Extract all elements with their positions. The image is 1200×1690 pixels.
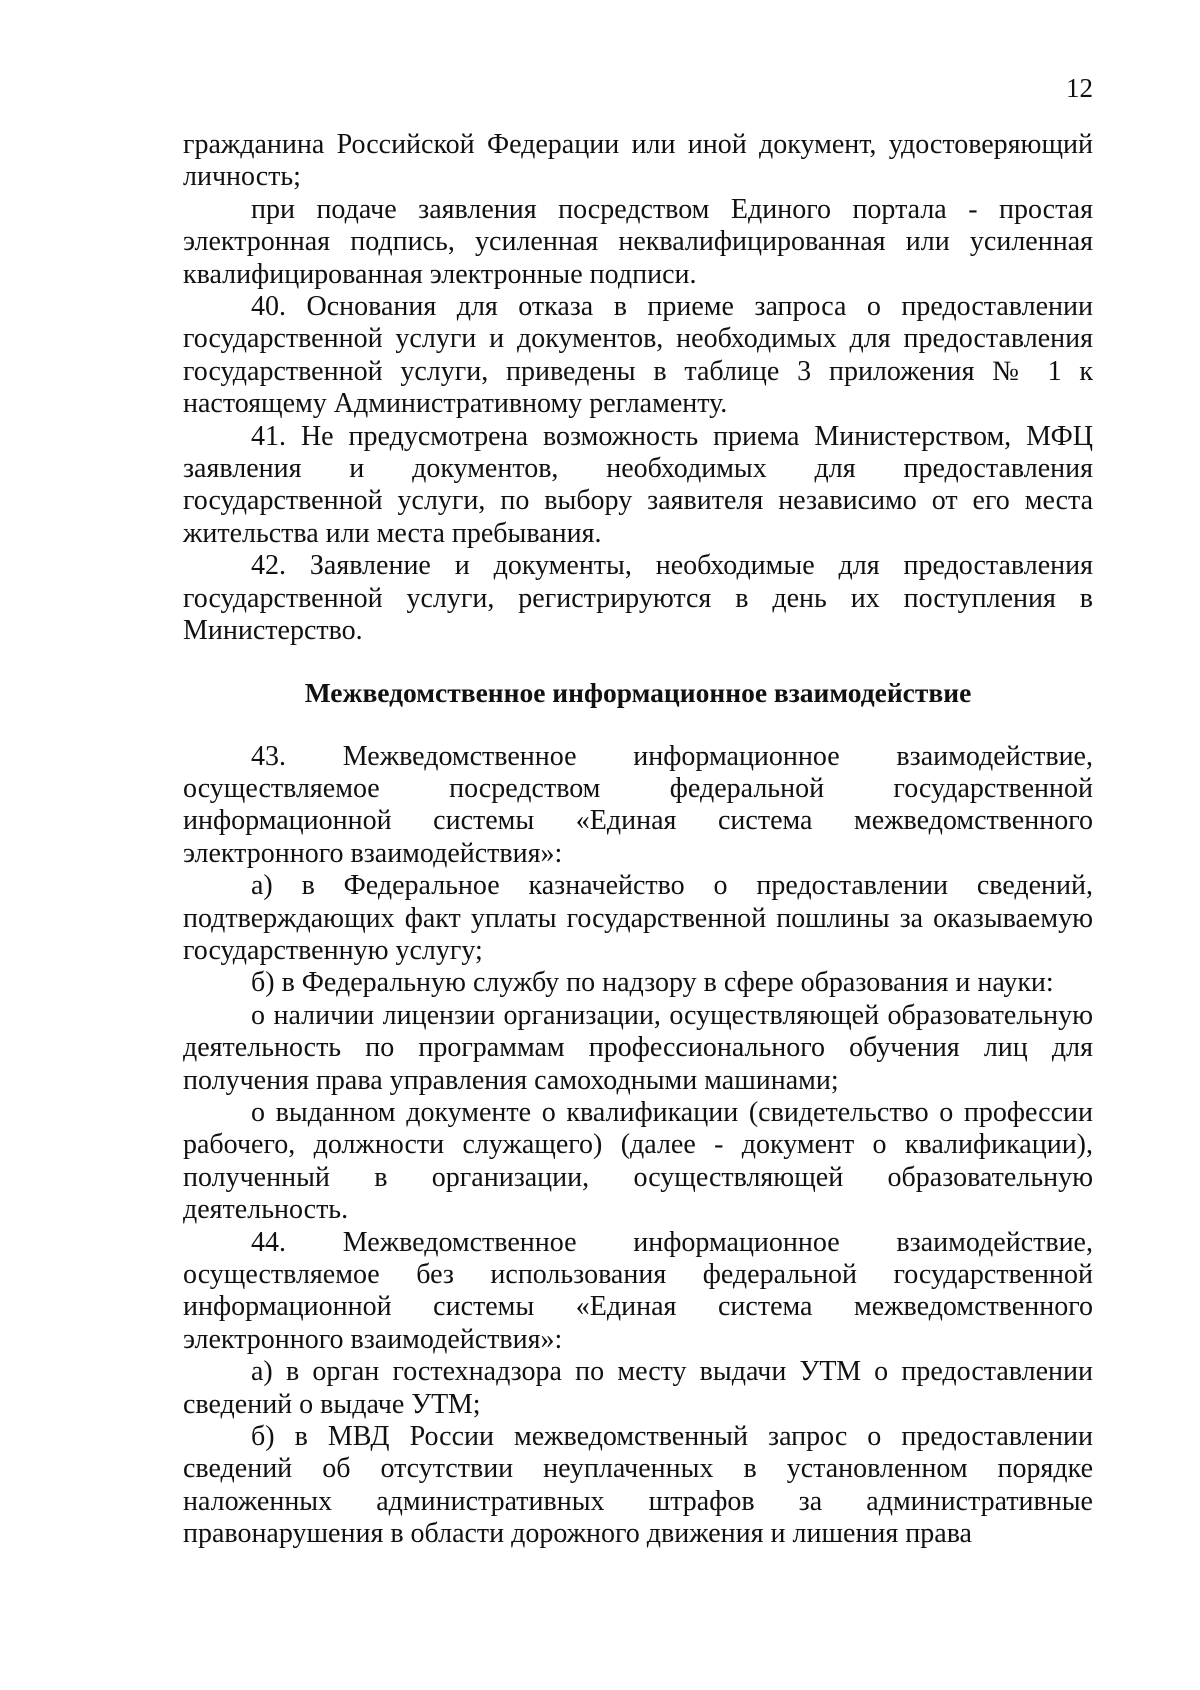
paragraph-item-40: 40. Основания для отказа в приеме запроса о предоставлении государственной услуги и документов, необходимых для предоставления государственной услуги, приведены в таблице 3 приложения № 1 к настоящему Административному регламенту.: [183, 291, 1093, 420]
paragraph: о наличии лицензии организации, осуществляющей образовательную деятельность по программам профессионального обучения лиц для получения права управления самоходными машинами;: [183, 999, 1093, 1096]
paragraph-item-42: 42. Заявление и документы, необходимые для предоставления государственной услуги, регистрируются в день их поступления в Министерство.: [183, 550, 1093, 647]
section-heading: Межведомственное информационное взаимодействие: [304, 676, 972, 708]
paragraph-item-43: 43. Межведомственное информационное взаимодействие, осуществляемое посредством федеральной государственной информационной системы «Единая система межведомственного электронного взаимодействия»:: [183, 740, 1093, 869]
paragraph-item-41: 41. Не предусмотрена возможность приема Министерством, МФЦ заявления и документов, необходимых для предоставления государственной услуги, по выбору заявителя независимо от его места жительства или места пребывания.: [183, 420, 1093, 549]
paragraph-subitem-b: б) в МВД России межведомственный запрос о предоставлении сведений об отсутствии неуплаченных в установленном порядке наложенных административных штрафов за административные правонарушения в области дорожного движения и лишения права: [183, 1421, 1093, 1550]
page-number: 12: [1066, 73, 1093, 103]
document-body: [183, 129, 1093, 1551]
paragraph: гражданина Российской Федерации или иной документ, удостоверяющий личность;: [183, 129, 1093, 193]
paragraph-item-44: 44. Межведомственное информационное взаимодействие, осуществляемое без использования федеральной государственной информационной системы «Единая система межведомственного электронного взаимодействия»:: [183, 1226, 1093, 1355]
paragraph: о выданном документе о квалификации (свидетельство о профессии рабочего, должности служащего) (далее - документ о квалификации), полученный в организации, осуществляющей образовательную деятельность.: [183, 1096, 1093, 1226]
paragraph: при подаче заявления посредством Единого портала - простая электронная подпись, усиленная неквалифицированная или усиленная квалифицированная электронные подписи.: [183, 193, 1093, 290]
paragraph-subitem-b: б) в Федеральную службу по надзору в сфере образования и науки:: [251, 967, 1054, 999]
paragraph-subitem-a: а) в орган гостехнадзора по месту выдачи УТМ о предоставлении сведений о выдаче УТМ;: [183, 1356, 1093, 1420]
paragraph-subitem-a: а) в Федеральное казначейство о предоставлении сведений, подтверждающих факт уплаты государственной пошлины за оказываемую государственную услугу;: [183, 870, 1093, 966]
